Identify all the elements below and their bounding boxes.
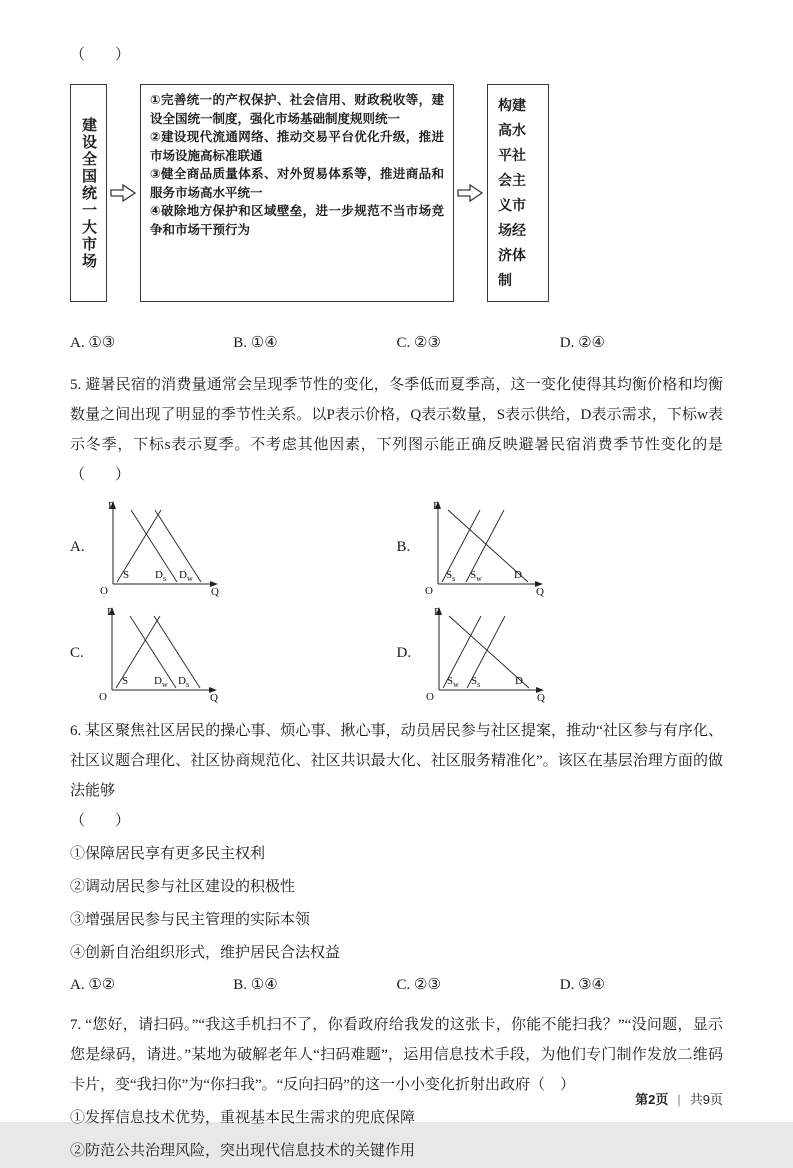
q6-question-text: 6. 某区聚焦社区居民的操心事、烦心事、揪心事，动员居民参与社区提案，推动“社区参与有序化、社区议题合理化、社区协商规范化、社区共识最大化、社区服务精准化”。该区在基层治理方面的做法能够 (70, 723, 723, 799)
q7-items (70, 1102, 723, 1168)
flowchart-right-box (487, 84, 549, 302)
q7-item-2: ②防范公共治理风险，突出现代信息技术的关键作用 (70, 1143, 416, 1159)
q4-option-a: A. ①③ (70, 335, 116, 351)
flowchart-right-text: 构建高水平社会主义市场经济体制 (498, 97, 526, 288)
origin-label: O (426, 691, 435, 703)
graph-label-d: D. (396, 644, 412, 661)
flowchart-left-box: 建设全国统一大市场 (70, 84, 107, 302)
q6-options-row (70, 970, 723, 1000)
right-arrow-icon (454, 84, 487, 302)
q6-item-3: ③增强居民参与民主管理的实际本领 (70, 912, 311, 928)
curve-label: S (122, 569, 129, 581)
page-footer (635, 1089, 723, 1108)
q6-option-d: D. ③④ (559, 977, 605, 993)
q5-graphs (70, 498, 723, 702)
q6-items (70, 838, 723, 970)
q4-option-d: D. ②④ (559, 335, 605, 351)
graph-row-1 (70, 498, 723, 596)
q-axis-label: Q (536, 586, 545, 598)
curve-label: $S_s$ (446, 569, 456, 583)
flowchart-item-4: ④破除地方保护和区域壁垒，进一步规范不当市场竞争和市场干预行为 (150, 204, 444, 237)
supply-demand-graph-a (97, 498, 223, 596)
q6-option-a: A. ①② (70, 977, 116, 993)
origin-label: O (425, 585, 434, 597)
q7-question-text: 7. “您好，请扫码。”“我这手机扫不了，你看政府给我发的这张卡，你能不能扫我？”“没问题，显示您是绿码，请进。”某地为破解老年人“扫码难题”，运用信息技术手段，为他们专门制作发放二维码卡片，变“我扫你”为“你扫我”。“反向扫码”的这一小小变化折射出政府（ ） (70, 1017, 723, 1093)
flowchart-middle-box (140, 84, 454, 302)
p-axis-label: P (433, 500, 440, 512)
q6-option-b: B. ①④ (233, 977, 278, 993)
graph-cell-b (397, 498, 724, 596)
graph-cell-a (70, 498, 397, 596)
q6-item-2: ②调动居民参与社区建设的积极性 (70, 879, 296, 895)
flowchart-item-2: ②建设现代流通网络、推动交易平台优化升级，推进市场设施高标准联通 (150, 130, 444, 163)
flowchart-item-3: ③健全商品质量体系、对外贸易体系等，推进商品和服务市场高水平统一 (150, 167, 444, 200)
q4-answer-bracket: （ ） (70, 47, 131, 63)
p-axis-label: P (107, 500, 114, 512)
q6-answer-bracket: （ ） (70, 813, 131, 829)
curve-label: $S_s$ (471, 675, 481, 689)
q5-question-text: 5. 避暑民宿的消费量通常会呈现季节性的变化，冬季低而夏季高，这一变化使得其均衡价格和均衡数量之间出现了明显的季节性关系。以P表示价格，Q表示数量，S表示供给，D表示需求，下标w表示冬季，下标s表示夏季。不考虑其他因素，下列图示能正确反映避暑民宿消费季节性变化的是（ ） (70, 377, 723, 483)
graph-cell-d (397, 604, 724, 702)
curve-label: S (121, 675, 128, 687)
q-axis-label: Q (209, 692, 218, 704)
supply-demand-graph-c (96, 604, 222, 702)
q-axis-label: Q (537, 692, 546, 704)
curve-label: D (515, 675, 524, 687)
q4-flowchart (70, 84, 723, 302)
footer-separator: | (677, 1092, 681, 1107)
origin-label: O (98, 691, 107, 703)
graph-label-b: B. (396, 538, 411, 555)
current-page-label: 第2页 (635, 1092, 669, 1107)
graph-row-2 (70, 604, 723, 702)
p-axis-label: P (106, 606, 113, 618)
curve-label: $D_w$ (153, 675, 168, 689)
graph-cell-c (70, 604, 397, 702)
q6-item-1: ①保障居民享有更多民主权利 (70, 846, 266, 862)
q4-option-b: B. ①④ (233, 335, 278, 351)
q7-item-1: ①发挥信息技术优势，重视基本民生需求的兜底保障 (70, 1110, 416, 1126)
origin-label: O (99, 585, 108, 597)
q-axis-label: Q (210, 586, 219, 598)
supply-demand-graph-d (423, 604, 549, 702)
curve-label: $D_s$ (177, 675, 189, 689)
q4-options-row (70, 328, 723, 358)
q6-item-4: ④创新自治组织形式，维护居民合法权益 (70, 945, 341, 961)
q6-option-c: C. ②③ (396, 977, 441, 993)
flowchart-item-1: ①完善统一的产权保护、社会信用、财政税收等，建设全国统一制度，强化市场基础制度规则统一 (150, 93, 444, 126)
curve-label: $D_w$ (178, 569, 193, 583)
curve-label: $S_w$ (470, 569, 483, 583)
total-pages-label: 共9页 (689, 1092, 723, 1107)
curve-label: D (514, 569, 523, 581)
q4-option-c: C. ②③ (396, 335, 441, 351)
curve-label: $D_s$ (154, 569, 166, 583)
curve-label: $S_w$ (447, 675, 459, 689)
graph-label-c: C. (70, 644, 84, 661)
p-axis-label: P (434, 606, 441, 618)
supply-demand-graph-b (422, 498, 548, 596)
right-arrow-icon (107, 84, 140, 302)
graph-label-a: A. (70, 538, 85, 555)
